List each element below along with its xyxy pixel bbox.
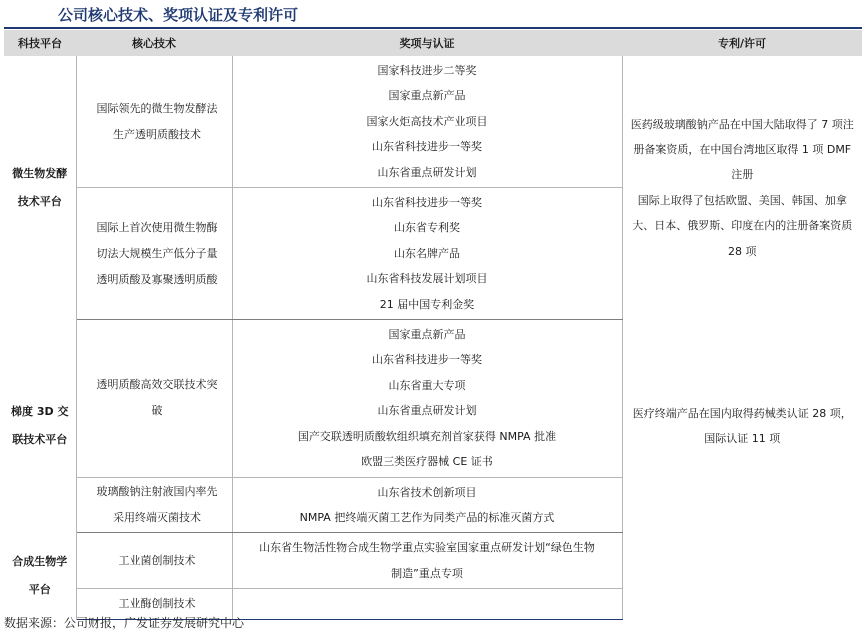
award-item: 21 届中国专利金奖 xyxy=(379,297,475,311)
header-awards: 奖项与认证 xyxy=(232,30,622,56)
award-item: 山东省重点研发计划 xyxy=(377,165,477,179)
platform-cell xyxy=(4,56,76,320)
award-item: 山东省生物活性物合成生物学重点实验室国家重点研发计划“绿色生物 xyxy=(259,541,595,555)
table-header-row xyxy=(4,30,862,56)
core-tech-cell xyxy=(76,56,232,188)
award-item: 山东省技术创新项目 xyxy=(377,485,477,499)
patent-paragraph: 国际上取得了包括欧盟、美国、韩国、加拿大、日本、俄罗斯、印度在内的注册备案资质 28 项 xyxy=(632,193,853,258)
core-tech-cell xyxy=(76,188,232,320)
awards-cell xyxy=(232,56,622,188)
award-item: 国家重点新产品 xyxy=(388,89,466,103)
award-item: 山东省重点研发计划 xyxy=(377,404,477,418)
platform-name-line: 微生物发酵 xyxy=(12,166,68,180)
award-item: 山东省专利奖 xyxy=(394,221,460,235)
awards-cell xyxy=(232,589,622,620)
award-item: 山东名牌产品 xyxy=(394,246,460,260)
header-platform: 科技平台 xyxy=(4,30,76,56)
core-tech-line: 国际上首次使用微生物酶 xyxy=(96,220,218,234)
core-tech-line: 透明质酸高效交联技术突 xyxy=(96,378,218,392)
core-tech-line: 采用终端灭菌技术 xyxy=(113,510,201,524)
award-item: 山东省科技进步一等奖 xyxy=(372,196,482,210)
page-title: 公司核心技术、奖项认证及专利许可 xyxy=(58,6,299,24)
core-tech-line: 国际领先的微生物发酵法 xyxy=(96,101,218,115)
platform-name-line: 梯度 3D 交 xyxy=(11,405,69,419)
award-item: 国产交联透明质酸软组织填充剂首家获得 NMPA 批准 xyxy=(297,429,557,443)
patent-cell xyxy=(622,320,862,533)
core-tech-line: 玻璃酸钠注射液国内率先 xyxy=(96,484,218,498)
platform-name-line: 平台 xyxy=(28,583,51,597)
award-item: 山东省科技进步一等奖 xyxy=(372,353,482,367)
awards-cell xyxy=(232,533,622,589)
core-tech-line: 工业菌创制技术 xyxy=(118,553,196,567)
award-item: 国家科技进步二等奖 xyxy=(377,64,477,77)
table-body xyxy=(4,56,862,620)
header-tech: 核心技术 xyxy=(76,30,232,56)
award-item: NMPA 把终端灭菌工艺作为同类产品的标准灭菌方式 xyxy=(299,510,555,524)
core-tech-line: 工业酶创制技术 xyxy=(118,597,196,611)
patent-paragraph: 医疗终端产品在国内取得药械类认证 28 项，国际认证 11 项 xyxy=(632,406,852,446)
core-tech-line: 破 xyxy=(151,404,163,418)
award-item: 山东省科技进步一等奖 xyxy=(372,140,482,154)
awards-cell xyxy=(232,477,622,533)
tech-awards-table xyxy=(4,30,862,620)
core-tech-line: 切法大规模生产低分子量 xyxy=(96,246,218,260)
award-item: 国家火炬高技术产业项目 xyxy=(366,114,488,128)
title-rule xyxy=(4,27,862,29)
table-row xyxy=(4,56,862,188)
awards-cell xyxy=(232,188,622,320)
core-tech-cell xyxy=(76,533,232,589)
award-item: 国家重点新产品 xyxy=(388,328,466,342)
award-item: 山东省科技发展计划项目 xyxy=(366,272,488,286)
patent-cell xyxy=(622,533,862,620)
awards-cell xyxy=(232,320,622,477)
platform-name-line: 合成生物学 xyxy=(12,555,68,569)
core-tech-cell xyxy=(76,477,232,533)
header-patents: 专利/许可 xyxy=(622,30,862,56)
patent-cell xyxy=(622,56,862,320)
award-item: 山东省重大专项 xyxy=(388,378,466,392)
core-tech-cell xyxy=(76,320,232,477)
award-item: 欧盟三类医疗器械 CE 证书 xyxy=(361,455,493,469)
platform-name-line: 联技术平台 xyxy=(12,433,68,447)
core-tech-line: 生产透明质酸技术 xyxy=(113,127,201,141)
platform-name-line: 技术平台 xyxy=(17,194,62,208)
platform-cell xyxy=(4,320,76,533)
data-source-note: 数据来源：公司财报，广发证券发展研究中心 xyxy=(4,616,245,630)
table-row xyxy=(4,533,862,589)
core-tech-line: 透明质酸及寡聚透明质酸 xyxy=(96,272,218,286)
table-row xyxy=(4,320,862,477)
platform-cell xyxy=(4,533,76,620)
award-item: 制造”重点专项 xyxy=(391,566,463,580)
patent-paragraph: 医药级玻璃酸钠产品在中国大陆取得了 7 项注册备案资质，在中国台湾地区取得 1 项 DMF 注册 xyxy=(630,117,854,182)
